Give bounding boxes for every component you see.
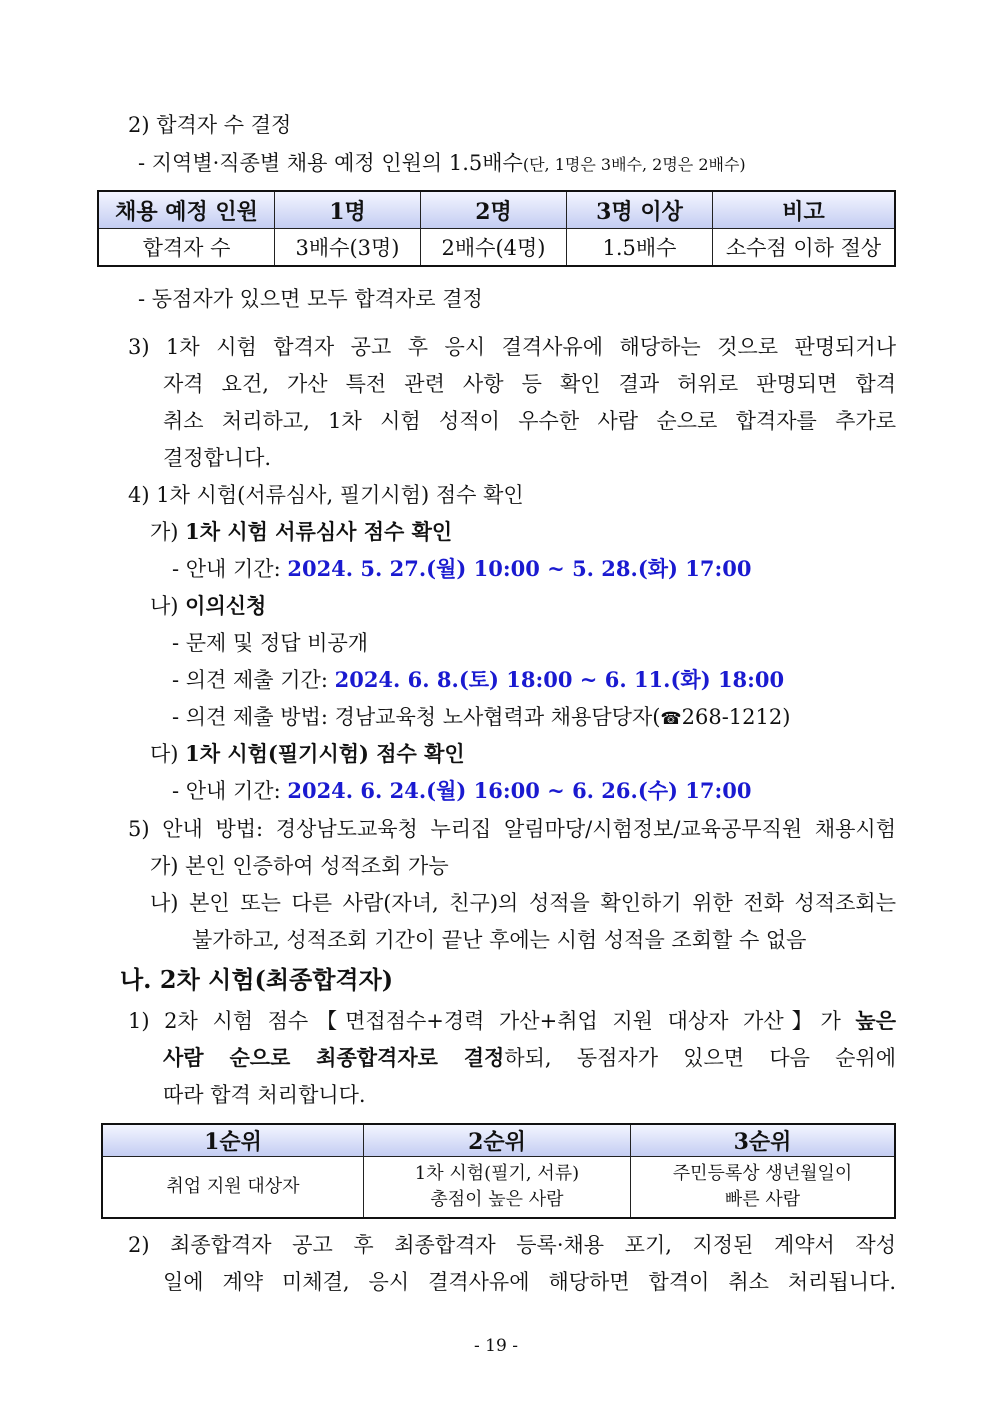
- label: - 안내 기간:: [172, 779, 288, 803]
- table-cell: 취업 지원 대상자: [102, 1157, 364, 1219]
- paragraph-3-line: 자격 요건, 가산 특전 관련 사항 등 확인 결과 허위로 판명되면 합격: [163, 372, 896, 396]
- table-header: 1명: [275, 191, 421, 229]
- rule-text: [138, 148, 746, 180]
- text: 1) 2차 시험 점수【면접점수+경력 가산+취업 지원 대상자 가산】가: [128, 1009, 856, 1033]
- cell-line: 1차 시험(필기, 서류): [414, 1163, 580, 1184]
- cell-line: 빠른 사람: [724, 1189, 801, 1210]
- emphasis: 사람 순으로 최종합격자로 결정: [163, 1045, 505, 1070]
- date-range: 2024. 5. 27.(월) 10:00 ~ 5. 28.(화) 17:00: [287, 556, 752, 581]
- sub-item-b-2: [172, 665, 784, 695]
- paragraph-b1-line: [128, 1006, 896, 1036]
- text: 하되, 동점자가 있으면 다음 순위에: [504, 1046, 896, 1070]
- date-range: 2024. 6. 24.(월) 16:00 ~ 6. 26.(수) 17:00: [287, 778, 752, 803]
- table-cell: 2배수(4명): [421, 229, 567, 267]
- sub-item-c-title: 1차 시험(필기시험) 점수 확인: [185, 741, 465, 766]
- heading-4: 4) 1차 시험(서류심사, 필기시험) 점수 확인: [128, 483, 524, 507]
- table-header: 3순위: [631, 1124, 896, 1157]
- label: - 의견 제출 기간:: [172, 668, 335, 692]
- pass-ratio-table: [97, 190, 896, 267]
- phone-icon: ☎: [660, 709, 682, 729]
- paragraph-b1-line: [163, 1043, 896, 1073]
- sub-item-a-period: [172, 554, 752, 584]
- emphasis: 높은: [855, 1008, 896, 1033]
- table-cell: 소수점 이하 절상: [713, 229, 896, 267]
- prefix: 다): [150, 742, 186, 766]
- table-cell: 3배수(3명): [275, 229, 421, 267]
- heading-2: 2) 합격자 수 결정: [128, 113, 292, 137]
- sub-item-b: [150, 591, 266, 621]
- table-header: 채용 예정 인원: [98, 191, 275, 229]
- paragraph-3-line: 취소 처리하고, 1차 시험 성적이 우수한 사람 순으로 합격자를 추가로: [163, 409, 896, 433]
- prefix: 나): [150, 594, 186, 618]
- sub-item-c-period: [172, 776, 752, 806]
- sub-item-b-title: 이의신청: [185, 593, 267, 618]
- cell-line: 주민등록상 생년월일이: [672, 1163, 853, 1184]
- prefix: 가): [150, 520, 186, 544]
- phone-number: 268-1212): [681, 705, 791, 729]
- sub-item-b-3: [172, 702, 790, 734]
- cell-line: 총점이 높은 사람: [430, 1189, 564, 1210]
- table-header: 비고: [713, 191, 896, 229]
- date-range: 2024. 6. 8.(토) 18:00 ~ 6. 11.(화) 18:00: [334, 667, 785, 692]
- sub-item-5a: 가) 본인 인증하여 성적조회 가능: [150, 854, 449, 878]
- sub-item-5b: 나) 본인 또는 다른 사람(자녀, 친구)의 성적을 확인하기 위한 전화 성적조회는: [150, 891, 896, 915]
- tie-rule: - 동점자가 있으면 모두 합격자로 결정: [138, 287, 483, 311]
- paragraph-3-line: 결정합니다.: [163, 446, 272, 470]
- label: - 안내 기간:: [172, 557, 288, 581]
- table-cell: 합격자 수: [98, 229, 275, 267]
- page-number: - 19 -: [474, 1336, 518, 1356]
- paragraph-b2-line: 2) 최종합격자 공고 후 최종합격자 등록·채용 포기, 지정된 계약서 작성: [128, 1233, 896, 1257]
- sub-item-c: [150, 739, 465, 769]
- tiebreak-table: [101, 1123, 896, 1219]
- table-cell: [631, 1157, 896, 1219]
- section-title: 나. 2차 시험(최종합격자): [120, 965, 394, 994]
- rule-main: - 지역별·직종별 채용 예정 인원의 1.5배수: [138, 151, 523, 175]
- sub-item-a-title: 1차 시험 서류심사 점수 확인: [185, 519, 453, 544]
- paragraph-b1-line: 따라 합격 처리합니다.: [163, 1083, 366, 1107]
- heading-5: 5) 안내 방법: 경상남도교육청 누리집 알림마당/시험정보/교육공무직원 채용시험: [128, 817, 896, 841]
- table-header: 1순위: [102, 1124, 364, 1157]
- table-cell: [364, 1157, 631, 1219]
- sub-item-a: [150, 517, 452, 547]
- sub-item-5b-cont: 불가하고, 성적조회 기간이 끝난 후에는 시험 성적을 조회할 수 없음: [192, 928, 807, 952]
- table-header: 3명 이상: [567, 191, 713, 229]
- sub-item-b-1: - 문제 및 정답 비공개: [172, 631, 369, 655]
- rule-note: (단, 1명은 3배수, 2명은 2배수): [522, 155, 746, 174]
- table-cell: 1.5배수: [567, 229, 713, 267]
- label: - 의견 제출 방법: 경남교육청 노사협력과 채용담당자(: [172, 705, 661, 729]
- paragraph-b2-line: 일에 계약 미체결, 응시 결격사유에 해당하면 합격이 취소 처리됩니다.: [163, 1270, 896, 1294]
- paragraph-3-line: 3) 1차 시험 합격자 공고 후 응시 결격사유에 해당하는 것으로 판명되거나: [128, 335, 896, 359]
- table-header: 2명: [421, 191, 567, 229]
- table-header: 2순위: [364, 1124, 631, 1157]
